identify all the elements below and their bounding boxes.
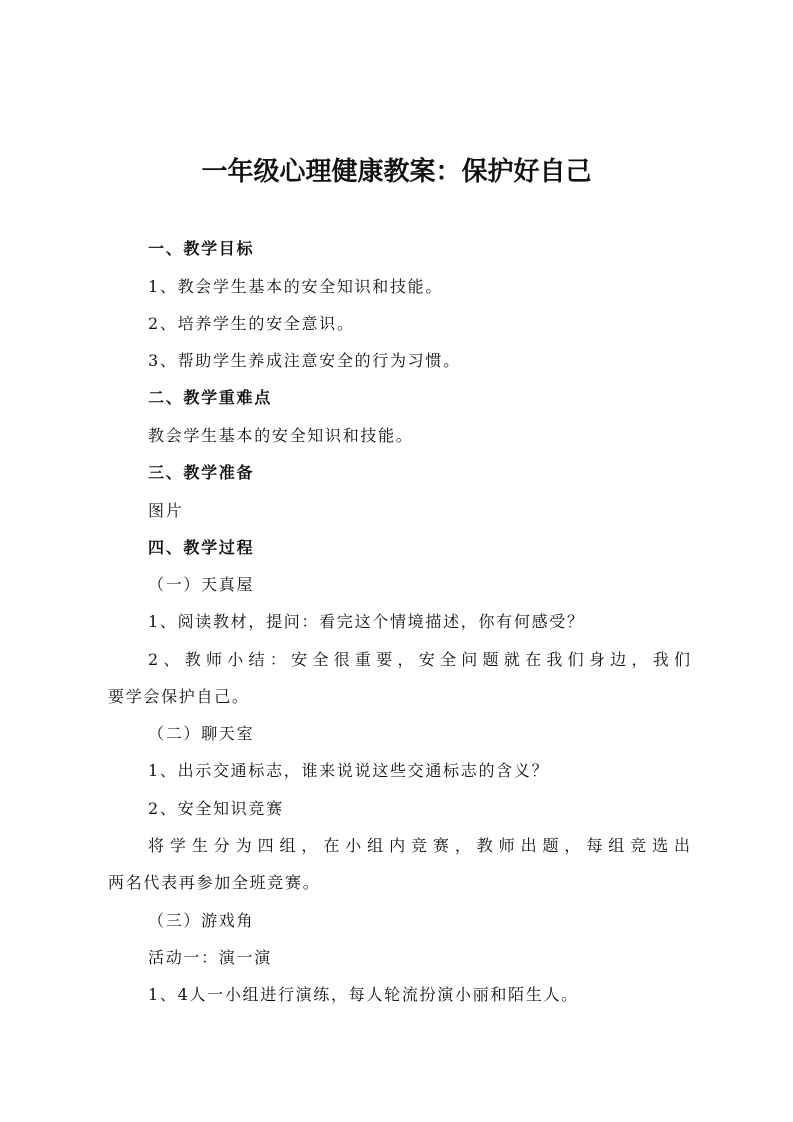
document-title: 一年级心理健康教案：保护好自己: [201, 157, 592, 187]
paragraph: 图片: [148, 501, 184, 520]
paragraph: 2、教师小结：安全很重要，安全问题就在我们身边，我们: [148, 650, 690, 669]
subsection-heading: （二）聊天室: [148, 724, 255, 743]
paragraph: 1、阅读教材，提问：看完这个情境描述，你有何感受？: [148, 612, 585, 631]
section-heading-goals: 一、教学目标: [148, 239, 255, 258]
goal-item: 2、培养学生的安全意识。: [148, 314, 355, 333]
paragraph: 活动一：演一演: [148, 948, 272, 967]
paragraph: 2、安全知识竞赛: [148, 799, 284, 818]
section-heading-key-points: 二、教学重难点: [148, 388, 272, 407]
paragraph: 1、4人一小组进行演练，每人轮流扮演小丽和陌生人。: [148, 985, 579, 1004]
goal-item: 1、教会学生基本的安全知识和技能。: [148, 277, 444, 296]
paragraph: 教会学生基本的安全知识和技能。: [148, 426, 414, 445]
paragraph: 1、出示交通标志，谁来说说这些交通标志的含义？: [148, 761, 550, 780]
subsection-heading: （一）天真屋: [148, 575, 255, 594]
section-heading-process: 四、教学过程: [148, 538, 255, 557]
paragraph-continuation: 要学会保护自己。: [108, 687, 250, 706]
subsection-heading: （三）游戏角: [148, 911, 255, 930]
paragraph: 将学生分为四组，在小组内竞赛，教师出题，每组竞选出: [148, 836, 690, 855]
section-heading-preparation: 三、教学准备: [148, 463, 255, 482]
goal-item: 3、帮助学生养成注意安全的行为习惯。: [148, 351, 461, 370]
paragraph-continuation: 两名代表再参加全班竞赛。: [108, 873, 321, 892]
